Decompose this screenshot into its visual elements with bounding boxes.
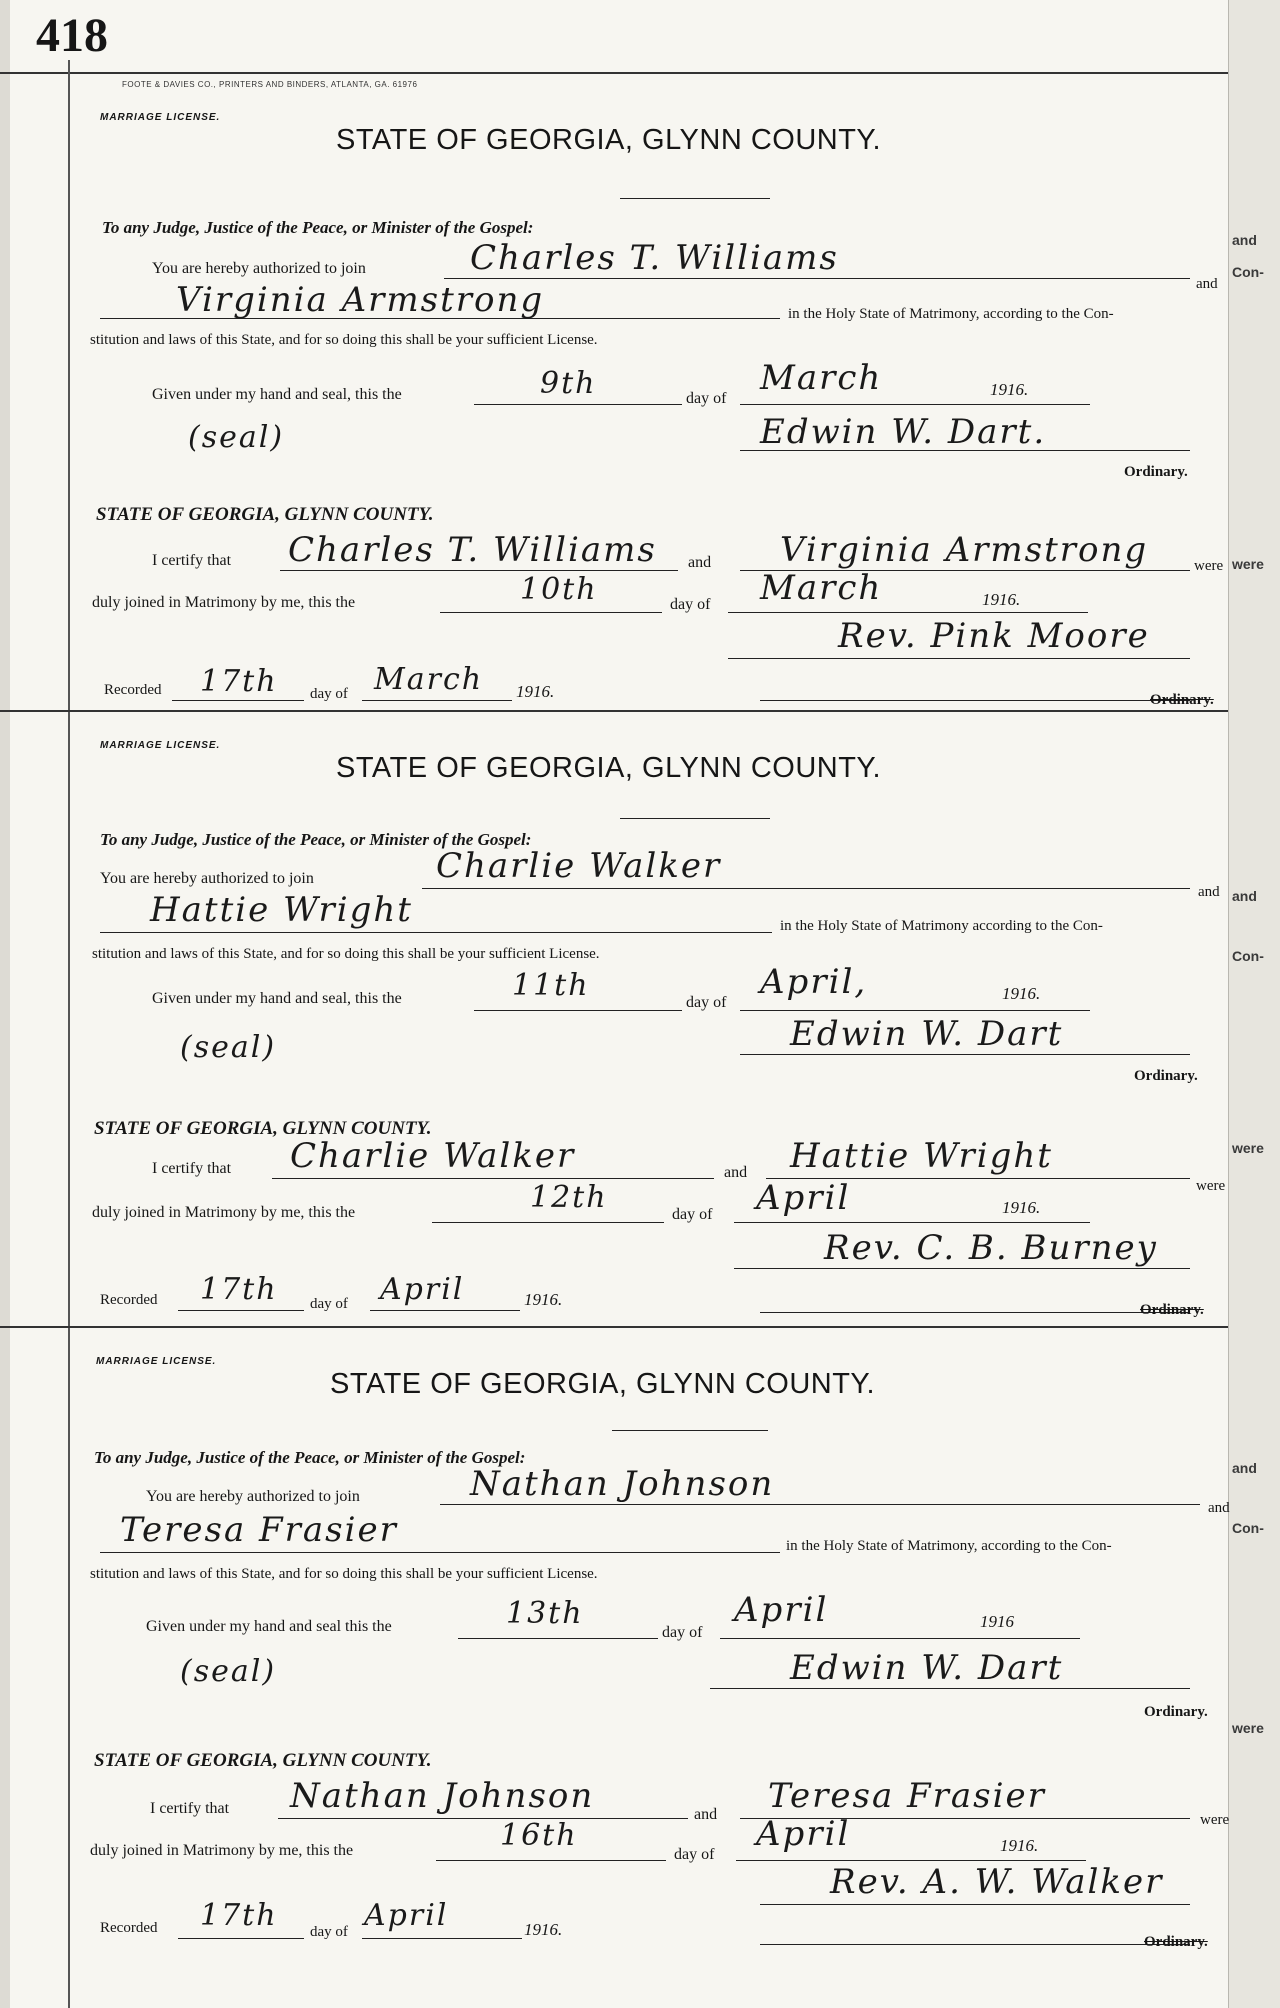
authorized-text: You are hereby authorized to join bbox=[100, 870, 314, 887]
license-day: 13th bbox=[506, 1596, 584, 1631]
recorded-ordinary-line bbox=[760, 1312, 1190, 1313]
license-month-line bbox=[720, 1638, 1080, 1639]
day-of-text-2: day of bbox=[674, 1846, 715, 1863]
constitution-text: stitution and laws of this State, and for so doing this shall be your sufficient License. bbox=[92, 946, 600, 962]
and-text-2: and bbox=[694, 1806, 718, 1823]
addressee-line: To any Judge, Justice of the Peace, or Minister of the Gospel: bbox=[102, 218, 534, 237]
officiant-signature: Rev. C. B. Burney bbox=[824, 1228, 1158, 1268]
given-text: Given under my hand and seal, this the bbox=[152, 990, 402, 1007]
recorded-year: 1916. bbox=[524, 1920, 563, 1939]
recorded-month-line bbox=[370, 1310, 520, 1311]
recorded-day: 17th bbox=[200, 664, 278, 699]
duly-joined-text: duly joined in Matrimony by me, this the bbox=[92, 1204, 356, 1221]
strip-text: were bbox=[1232, 556, 1264, 572]
title-rule bbox=[620, 818, 770, 819]
bride-line bbox=[100, 932, 772, 933]
groom-line bbox=[444, 278, 1190, 279]
addressee-line: To any Judge, Justice of the Peace, or Minister of the Gospel: bbox=[94, 1448, 526, 1467]
license-year: 1916 bbox=[980, 1612, 1014, 1631]
license-day: 11th bbox=[512, 968, 590, 1003]
bride-name: Virginia Armstrong bbox=[176, 280, 545, 320]
license-month: March bbox=[760, 358, 883, 398]
strip-text: and bbox=[1232, 1460, 1257, 1476]
officiant-line bbox=[728, 658, 1190, 659]
recorded-ordinary-line bbox=[760, 700, 1190, 701]
ordinary-line bbox=[740, 1054, 1190, 1055]
record-divider bbox=[0, 710, 1228, 712]
were-text: were bbox=[1200, 1812, 1230, 1828]
license-month: April, bbox=[760, 962, 868, 1002]
strip-text: and bbox=[1232, 232, 1257, 248]
given-text: Given under my hand and seal this the bbox=[146, 1618, 392, 1635]
married-day-line bbox=[432, 1222, 664, 1223]
and-text-2: and bbox=[688, 554, 712, 571]
constitution-text: stitution and laws of this State, and for so doing this shall be your sufficient License. bbox=[90, 332, 598, 348]
recorded-month: April bbox=[364, 1898, 449, 1933]
married-day: 12th bbox=[530, 1180, 608, 1215]
certificate-heading: STATE OF GEORGIA, GLYNN COUNTY. bbox=[96, 504, 434, 525]
certify-text: I certify that bbox=[152, 552, 232, 569]
page-left-edge bbox=[0, 0, 10, 2008]
recorded-day-line bbox=[172, 700, 304, 701]
cert-groom: Nathan Johnson bbox=[290, 1776, 595, 1816]
married-month-line bbox=[736, 1860, 1086, 1861]
strip-text: were bbox=[1232, 1720, 1264, 1736]
marriage-license-label: MARRIAGE LICENSE. bbox=[100, 112, 221, 123]
holy-state-text: in the Holy State of Matrimony according to the Con- bbox=[780, 918, 1103, 934]
license-year: 1916. bbox=[990, 380, 1029, 399]
strip-text: were bbox=[1232, 1140, 1264, 1156]
certify-text: I certify that bbox=[150, 1800, 230, 1817]
license-month-line bbox=[740, 1010, 1090, 1011]
bride-name: Teresa Frasier bbox=[120, 1510, 398, 1550]
recorded-year: 1916. bbox=[524, 1290, 563, 1309]
and-text: and bbox=[1208, 1500, 1230, 1516]
ordinary-label: Ordinary. bbox=[1144, 1704, 1208, 1720]
were-text: were bbox=[1196, 1178, 1226, 1194]
cert-groom-line bbox=[280, 570, 678, 571]
day-of-text-2: day of bbox=[672, 1206, 713, 1223]
recorded-month: March bbox=[374, 662, 484, 697]
ordinary-line bbox=[710, 1688, 1190, 1689]
holy-state-text: in the Holy State of Matrimony, according to the Con- bbox=[788, 306, 1114, 322]
officiant-line bbox=[734, 1268, 1190, 1269]
license-month: April bbox=[734, 1590, 829, 1630]
cert-groom: Charlie Walker bbox=[290, 1136, 576, 1176]
strip-text: Con- bbox=[1232, 264, 1264, 280]
marriage-license-label: MARRIAGE LICENSE. bbox=[100, 740, 221, 751]
groom-line bbox=[440, 1504, 1200, 1505]
recorded-ordinary-label: Ordinary. bbox=[1140, 1302, 1204, 1318]
certify-text: I certify that bbox=[152, 1160, 232, 1177]
officiant-signature: Rev. Pink Moore bbox=[838, 616, 1150, 656]
title-rule bbox=[620, 198, 770, 199]
cert-bride: Virginia Armstrong bbox=[780, 530, 1149, 570]
page-number: 418 bbox=[36, 9, 108, 62]
married-year: 1916. bbox=[982, 590, 1021, 609]
married-month: March bbox=[760, 568, 883, 608]
license-day-line bbox=[474, 1010, 682, 1011]
license-title: STATE OF GEORGIA, GLYNN COUNTY. bbox=[336, 752, 882, 784]
certificate-heading: STATE OF GEORGIA, GLYNN COUNTY. bbox=[94, 1118, 432, 1139]
day-of-text-3: day of bbox=[310, 686, 348, 702]
recorded-text: Recorded bbox=[104, 682, 162, 698]
license-month-line bbox=[740, 404, 1090, 405]
ordinary-label: Ordinary. bbox=[1124, 464, 1188, 480]
married-month-line bbox=[734, 1222, 1090, 1223]
authorized-text: You are hereby authorized to join bbox=[152, 260, 366, 277]
married-month: April bbox=[756, 1814, 851, 1854]
marriage-license-label: MARRIAGE LICENSE. bbox=[96, 1356, 217, 1367]
adjacent-page-strip bbox=[1228, 0, 1280, 2008]
married-day-line bbox=[436, 1860, 666, 1861]
recorded-day-line bbox=[178, 1310, 304, 1311]
married-month: April bbox=[756, 1178, 851, 1218]
license-title: STATE OF GEORGIA, GLYNN COUNTY. bbox=[330, 1368, 876, 1400]
married-day-line bbox=[440, 612, 662, 613]
cert-bride: Hattie Wright bbox=[790, 1136, 1053, 1176]
day-of-text-2: day of bbox=[670, 596, 711, 613]
seal-mark: (seal) bbox=[188, 420, 285, 455]
groom-name: Charles T. Williams bbox=[470, 238, 839, 278]
certificate-heading: STATE OF GEORGIA, GLYNN COUNTY. bbox=[94, 1750, 432, 1771]
day-of-text-3: day of bbox=[310, 1924, 348, 1940]
top-rule bbox=[0, 72, 1228, 74]
recorded-month-line bbox=[362, 1938, 522, 1939]
recorded-day: 17th bbox=[200, 1272, 278, 1307]
license-title: STATE OF GEORGIA, GLYNN COUNTY. bbox=[336, 124, 882, 156]
record-divider bbox=[0, 1326, 1228, 1328]
day-of-text-3: day of bbox=[310, 1296, 348, 1312]
strip-text: Con- bbox=[1232, 1520, 1264, 1536]
ordinary-signature: Edwin W. Dart bbox=[790, 1648, 1064, 1688]
and-text: and bbox=[1198, 884, 1220, 900]
cert-bride: Teresa Frasier bbox=[768, 1776, 1046, 1816]
license-year: 1916. bbox=[1002, 984, 1041, 1003]
bride-line bbox=[100, 1552, 780, 1553]
groom-line bbox=[422, 888, 1190, 889]
license-day: 9th bbox=[540, 366, 597, 401]
married-year: 1916. bbox=[1000, 1836, 1039, 1855]
cert-groom-line bbox=[272, 1178, 714, 1179]
margin-rule bbox=[68, 60, 70, 2008]
day-of-text: day of bbox=[662, 1624, 703, 1641]
ordinary-label: Ordinary. bbox=[1134, 1068, 1198, 1084]
recorded-month-line bbox=[362, 700, 512, 701]
recorded-ordinary-label: Ordinary. bbox=[1144, 1934, 1208, 1950]
duly-joined-text: duly joined in Matrimony by me, this the bbox=[92, 594, 356, 611]
holy-state-text: in the Holy State of Matrimony, according to the Con- bbox=[786, 1538, 1112, 1554]
addressee-line: To any Judge, Justice of the Peace, or Minister of the Gospel: bbox=[100, 830, 532, 849]
married-year: 1916. bbox=[1002, 1198, 1041, 1217]
seal-mark: (seal) bbox=[180, 1654, 277, 1689]
license-day-line bbox=[474, 404, 682, 405]
groom-name: Charlie Walker bbox=[436, 846, 722, 886]
constitution-text: stitution and laws of this State, and for so doing this shall be your sufficient License. bbox=[90, 1566, 598, 1582]
recorded-ordinary-line bbox=[760, 1944, 1190, 1945]
officiant-signature: Rev. A. W. Walker bbox=[830, 1862, 1164, 1902]
married-day: 10th bbox=[520, 572, 598, 607]
were-text: were bbox=[1194, 558, 1224, 574]
ordinary-signature: Edwin W. Dart bbox=[790, 1014, 1064, 1054]
recorded-text: Recorded bbox=[100, 1920, 158, 1936]
duly-joined-text: duly joined in Matrimony by me, this the bbox=[90, 1842, 354, 1859]
strip-text: Con- bbox=[1232, 948, 1264, 964]
day-of-text: day of bbox=[686, 994, 727, 1011]
groom-name: Nathan Johnson bbox=[470, 1464, 775, 1504]
and-text: and bbox=[1196, 276, 1218, 292]
given-text: Given under my hand and seal, this the bbox=[152, 386, 402, 403]
day-of-text: day of bbox=[686, 390, 727, 407]
strip-text: and bbox=[1232, 888, 1257, 904]
married-month-line bbox=[728, 612, 1088, 613]
cert-groom-line bbox=[278, 1818, 688, 1819]
recorded-ordinary-label: Ordinary. bbox=[1150, 692, 1214, 708]
recorded-day-line bbox=[178, 1938, 304, 1939]
recorded-year: 1916. bbox=[516, 682, 555, 701]
married-day: 16th bbox=[500, 1818, 578, 1853]
printer-imprint: FOOTE & DAVIES CO., PRINTERS AND BINDERS, ATLANTA, GA. 61976 bbox=[122, 80, 418, 89]
recorded-text: Recorded bbox=[100, 1292, 158, 1308]
recorded-day: 17th bbox=[200, 1898, 278, 1933]
cert-groom: Charles T. Williams bbox=[288, 530, 657, 570]
bride-name: Hattie Wright bbox=[150, 890, 413, 930]
title-rule bbox=[612, 1430, 768, 1431]
recorded-month: April bbox=[380, 1272, 465, 1307]
officiant-line bbox=[760, 1904, 1190, 1905]
and-text-2: and bbox=[724, 1164, 748, 1181]
authorized-text: You are hereby authorized to join bbox=[146, 1488, 360, 1505]
license-day-line bbox=[458, 1638, 658, 1639]
seal-mark: (seal) bbox=[180, 1030, 277, 1065]
ordinary-signature: Edwin W. Dart. bbox=[760, 412, 1047, 452]
